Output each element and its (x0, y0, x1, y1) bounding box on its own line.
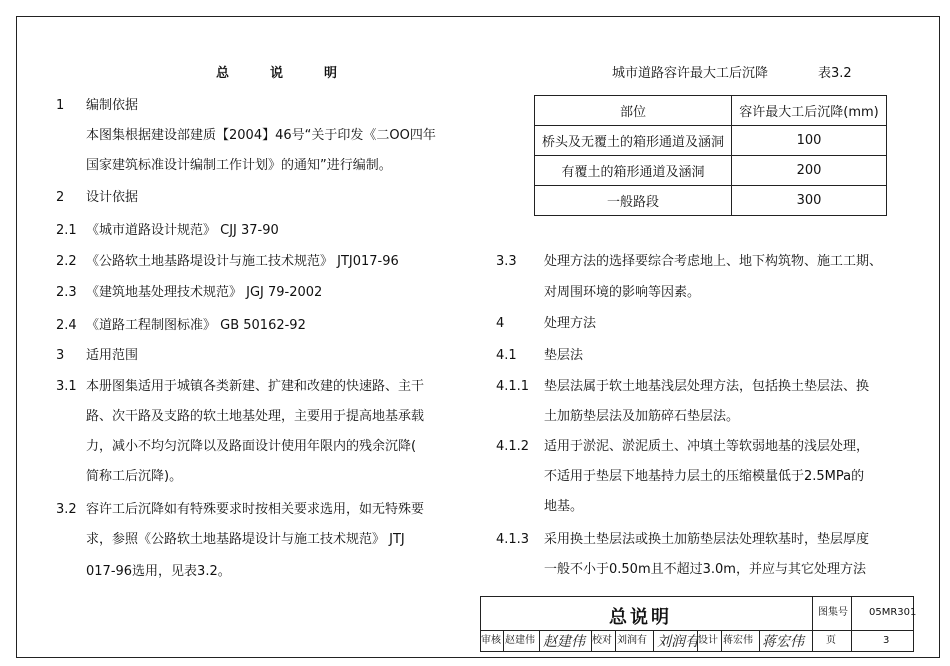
text-line: 采用换土垫层法或换土加筋垫层法处理软基时，垫层厚度 (544, 532, 870, 547)
section-number: 2.4 (56, 318, 77, 333)
section-number: 4.1 (496, 348, 517, 363)
section-number: 3.3 (496, 254, 517, 269)
text-line: 地基。 (544, 499, 584, 514)
text-line: 《公路软土地基路堤设计与施工技术规范》 JTJ017-96 (86, 254, 399, 269)
section-number: 4 (496, 316, 505, 331)
text-line: 垫层法属于软土地基浅层处理方法，包括换土垫层法、换 (544, 379, 870, 394)
table-caption: 城市道路容许最大工后沉降 (612, 66, 769, 81)
text-line: 《建筑地基处理技术规范》 JGJ 79-2002 (86, 285, 323, 300)
text-line: 容许工后沉降如有特殊要求时按相关要求选用，如无特殊要 (86, 502, 425, 517)
text-line: 路、次干路及支路的软土地基处理，主要用于提高地基承载 (86, 409, 425, 424)
table-header-row (535, 96, 887, 126)
section-number: 3 (56, 348, 65, 363)
text-line: 力，减小不均匀沉降以及路面设计使用年限内的残余沉降( (86, 439, 417, 454)
check-label: 校对 (592, 635, 612, 646)
table-cell: 有覆土的箱形通道及涵洞 (535, 156, 732, 186)
design-name: 蒋宏伟 (723, 635, 753, 646)
table-row (535, 156, 887, 186)
section-number: 2.1 (56, 223, 77, 238)
table-cell: 200 (732, 156, 887, 186)
text-line: 垫层法 (544, 348, 584, 363)
text-line: 处理方法 (544, 316, 597, 331)
table-header-cell: 部位 (535, 96, 732, 126)
check-name: 刘润有 (617, 635, 647, 646)
atlas-number: 05MR301 (869, 607, 917, 618)
text-line: 本图集根据建设部建质【2004】46号“关于印发《二OO四年 (86, 128, 436, 143)
design-label: 设计 (698, 635, 718, 646)
text-line: 编制依据 (86, 98, 139, 113)
section-number: 2 (56, 190, 65, 205)
table-label: 表3.2 (818, 66, 852, 81)
review-label: 审核 (481, 635, 501, 646)
text-line: 设计依据 (86, 190, 139, 205)
text-line: 《城市道路设计规范》 CJJ 37-90 (86, 223, 279, 238)
text-line: 不适用于垫层下地基持力层土的压缩模量低于2.5MPa的 (544, 469, 865, 484)
section-number: 4.1.3 (496, 532, 530, 547)
text-line: 土加筋垫层法及加筋碎石垫层法。 (544, 409, 740, 424)
table-cell: 一般路段 (535, 186, 732, 216)
section-number: 2.2 (56, 254, 77, 269)
table-cell: 300 (732, 186, 887, 216)
table-header-cell: 容许最大工后沉降(mm) (732, 96, 887, 126)
section-number: 4.1.1 (496, 379, 530, 394)
review-signature: 赵建伟 (543, 634, 585, 650)
section-number: 3.2 (56, 502, 77, 517)
text-line: 对周围环境的影响等因素。 (544, 285, 701, 300)
section-number: 2.3 (56, 285, 77, 300)
text-line: 适用于淤泥、淤泥质土、冲填土等软弱地基的浅层处理， (544, 439, 870, 454)
atlas-label: 图集号 (818, 607, 848, 618)
page-number: 3 (883, 635, 890, 646)
table-cell: 100 (732, 126, 887, 156)
text-line: 国家建筑标准设计编制工作计划》的通知”进行编制。 (86, 158, 392, 173)
table-row (535, 126, 887, 156)
page-label: 页 (826, 635, 836, 646)
settlement-table (534, 95, 887, 216)
review-name: 赵建伟 (505, 635, 535, 646)
text-line: 本册图集适用于城镇各类新建、扩建和改建的快速路、主干 (86, 379, 425, 394)
section-number: 1 (56, 98, 65, 113)
page-title: 总 说 明 (216, 66, 352, 81)
text-line: 适用范围 (86, 348, 139, 363)
design-signature: 蒋宏伟 (762, 634, 804, 650)
section-number: 3.1 (56, 379, 77, 394)
text-line: 一般不小于0.50m且不超过3.0m，并应与其它处理方法 (544, 562, 866, 577)
section-number: 4.1.2 (496, 439, 530, 454)
table-row (535, 186, 887, 216)
text-line: 简称工后沉降)。 (86, 469, 183, 484)
text-line: 处理方法的选择要综合考虑地上、地下构筑物、施工工期、 (544, 254, 883, 269)
table-cell: 桥头及无覆土的箱形通道及涵洞 (535, 126, 732, 156)
check-signature: 刘润有 (657, 634, 699, 650)
text-line: 《道路工程制图标准》 GB 50162-92 (86, 318, 306, 333)
text-line: 017-96选用，见表3.2。 (86, 564, 231, 579)
drawing-title: 总说明 (609, 607, 672, 628)
title-block (480, 596, 917, 652)
text-line: 求，参照《公路软土地基路堤设计与施工技术规范》 JTJ (86, 532, 405, 547)
